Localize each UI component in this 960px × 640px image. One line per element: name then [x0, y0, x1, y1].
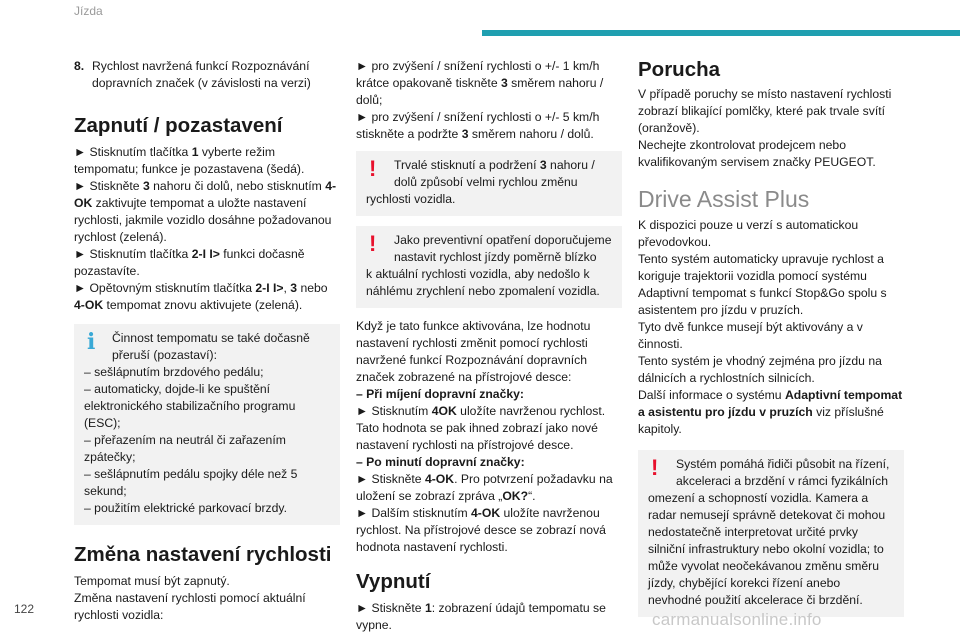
paragraph: ► Stiskněte 4-OK. Pro potvrzení požadavku na uložení se zobrazí zpráva „OK?“. — [356, 472, 613, 503]
note-text: Jako preventivní opatření doporučujeme nastavit rychlost jízdy poměrně blízko — [394, 233, 612, 264]
note-text: k aktuální rychlosti vozidla, aby nedošlo k náhlému zrychlení nebo zpomalení vozidla. — [366, 267, 600, 298]
paragraph: Když je tato funkce aktivována, lze hodnotu nastavení rychlosti změnit pomocí rychlosti navržené funkcí Rozpoznávání dopravních značek zobrazené na přístrojové desce: — [356, 319, 591, 384]
section-header: Jízda — [74, 4, 103, 18]
note-text: rychlosti vozidla. — [366, 192, 456, 206]
heading-drive-assist: Drive Assist Plus — [638, 186, 810, 212]
note-text: omezení a schopností vozidla. Kamera a radar nemusejí správně detekovat či mohou nedostatečně interpretovat určité prvky silniční infrastruktury nebo okolní vozidla; to může vyvolat neočekávanou změnu směru jízdy, chybějící korekci řízení anebo nevhodné použití akcelerace či brzdění. — [648, 491, 886, 607]
note-text: Trvalé stisknutí a podržení 3 nahoru / dolů způsobí velmi rychlou změnu — [394, 158, 595, 189]
paragraph: ► pro zvýšení / snížení rychlosti o +/- 1 km/h krátce opakovaně tiskněte 3 směrem nahoru / dolů; — [356, 59, 604, 107]
paragraph: Další informace o systému Adaptivní tempomat a asistentu pro jízdu v pruzích viz příslušné kapitoly. — [638, 388, 903, 436]
heading-vypnuti: Vypnutí — [356, 570, 431, 593]
paragraph: K dispozici pouze u verzí s automatickou převodovkou. — [638, 218, 859, 249]
paragraph: Změna nastavení rychlosti pomocí aktuální rychlosti vozidla: — [74, 591, 306, 622]
note-line: – použitím elektrické parkovací brzdy. — [84, 501, 287, 515]
heading-zmena: Změna nastavení rychlosti — [74, 543, 332, 566]
paragraph: Tyto dvě funkce musejí být aktivovány a v činnosti. — [638, 320, 863, 351]
heading-porucha: Porucha — [638, 58, 721, 81]
paragraph: ► pro zvýšení / snížení rychlosti o +/- 5 km/h stiskněte a podržte 3 směrem nahoru / dolů. — [356, 110, 600, 141]
column-1 — [74, 58, 340, 624]
column-3 — [638, 58, 904, 617]
warning-note — [638, 450, 904, 617]
paragraph: V případě poruchy se místo nastavení rychlosti zobrazí blikající pomlčky, které pak trvale svítí (oranžově). — [638, 87, 892, 135]
warning-icon: ! — [369, 156, 377, 181]
paragraph: – Při míjení dopravní značky: — [356, 387, 524, 401]
item-text: Rychlost navržená funkcí Rozpoznávání dopravních značek (v závislosti na verzi) — [92, 59, 311, 90]
paragraph: Tato hodnota se pak ihned zobrazí jako nové nastavení rychlosti na přístrojové desce. — [356, 421, 598, 452]
paragraph: Nechejte zkontrolovat prodejcem nebo kvalifikovaným servisem značky PEUGEOT. — [638, 138, 876, 169]
paragraph: – Po minutí dopravní značky: — [356, 455, 525, 469]
paragraph: ► Stisknutím tlačítka 1 vyberte režim tempomatu; funkce je pozastavena (šedá). — [74, 145, 305, 176]
warning-icon: ! — [369, 231, 377, 256]
paragraph: Tento systém automaticky upravuje rychlost a koriguje trajektorii vozidla pomocí systému Adaptivní tempomat s funkcí Stop&Go spolu s asistentem pro jízdu v pruzích. — [638, 252, 887, 317]
paragraph: Tempomat musí být zapnutý. — [74, 574, 230, 588]
info-icon: i — [87, 329, 96, 355]
paragraph: Tento systém je vhodný zejména pro jízdu na dálnicích a rychlostních silnicích. — [638, 354, 882, 385]
note-text: Systém pomáhá řidiči působit na řízení, akceleraci a brzdění v rámci fyzikálních — [676, 457, 890, 488]
list-item-8 — [74, 58, 340, 92]
paragraph: ► Stiskněte 3 nahoru či dolů, nebo stisknutím 4-OK zaktivujte tempomat a uložte nastavení rychlosti, jakmile vozidlo dosáhne požadovanou rychlost (zelená). — [74, 179, 337, 244]
accent-bar — [482, 30, 960, 36]
paragraph: ► Opětovným stisknutím tlačítka 2-I I>, 3 nebo 4-OK tempomat znovu aktivujete (zelená). — [74, 281, 328, 312]
heading-zapnuti: Zapnutí / pozastavení — [74, 114, 283, 137]
paragraph: ► Dalším stisknutím 4-OK uložíte navrženou rychlost. Na přístrojové desce se zobrazí nová hodnota nastavení rychlosti. — [356, 506, 606, 554]
warning-icon: ! — [651, 455, 659, 480]
note-line: – sešlápnutím brzdového pedálu; — [84, 365, 264, 379]
note-line: – sešlápnutím pedálu spojky déle než 5 sekund; — [84, 467, 298, 498]
warning-note — [356, 151, 622, 216]
column-2 — [356, 58, 622, 634]
note-line: – automaticky, dojde-li ke spuštění elektronického stabilizačního programu (ESC); — [84, 382, 296, 430]
note-line: – přeřazením na neutrál či zařazením zpátečky; — [84, 433, 286, 464]
info-note — [74, 324, 340, 525]
paragraph: ► Stisknutím 4OK uložíte navrženou rychlost. — [356, 404, 606, 418]
paragraph: ► Stiskněte 1: zobrazení údajů tempomatu se vypne. — [356, 601, 606, 632]
note-text: Činnost tempomatu se také dočasně přeruší (pozastaví): — [112, 331, 310, 362]
watermark: carmanualsonline.info — [652, 610, 822, 629]
page-number: 122 — [14, 602, 35, 616]
item-number: 8. — [74, 59, 85, 73]
warning-note — [356, 226, 622, 308]
paragraph: ► Stisknutím tlačítka 2-I I> funkci dočasně pozastavíte. — [74, 247, 305, 278]
